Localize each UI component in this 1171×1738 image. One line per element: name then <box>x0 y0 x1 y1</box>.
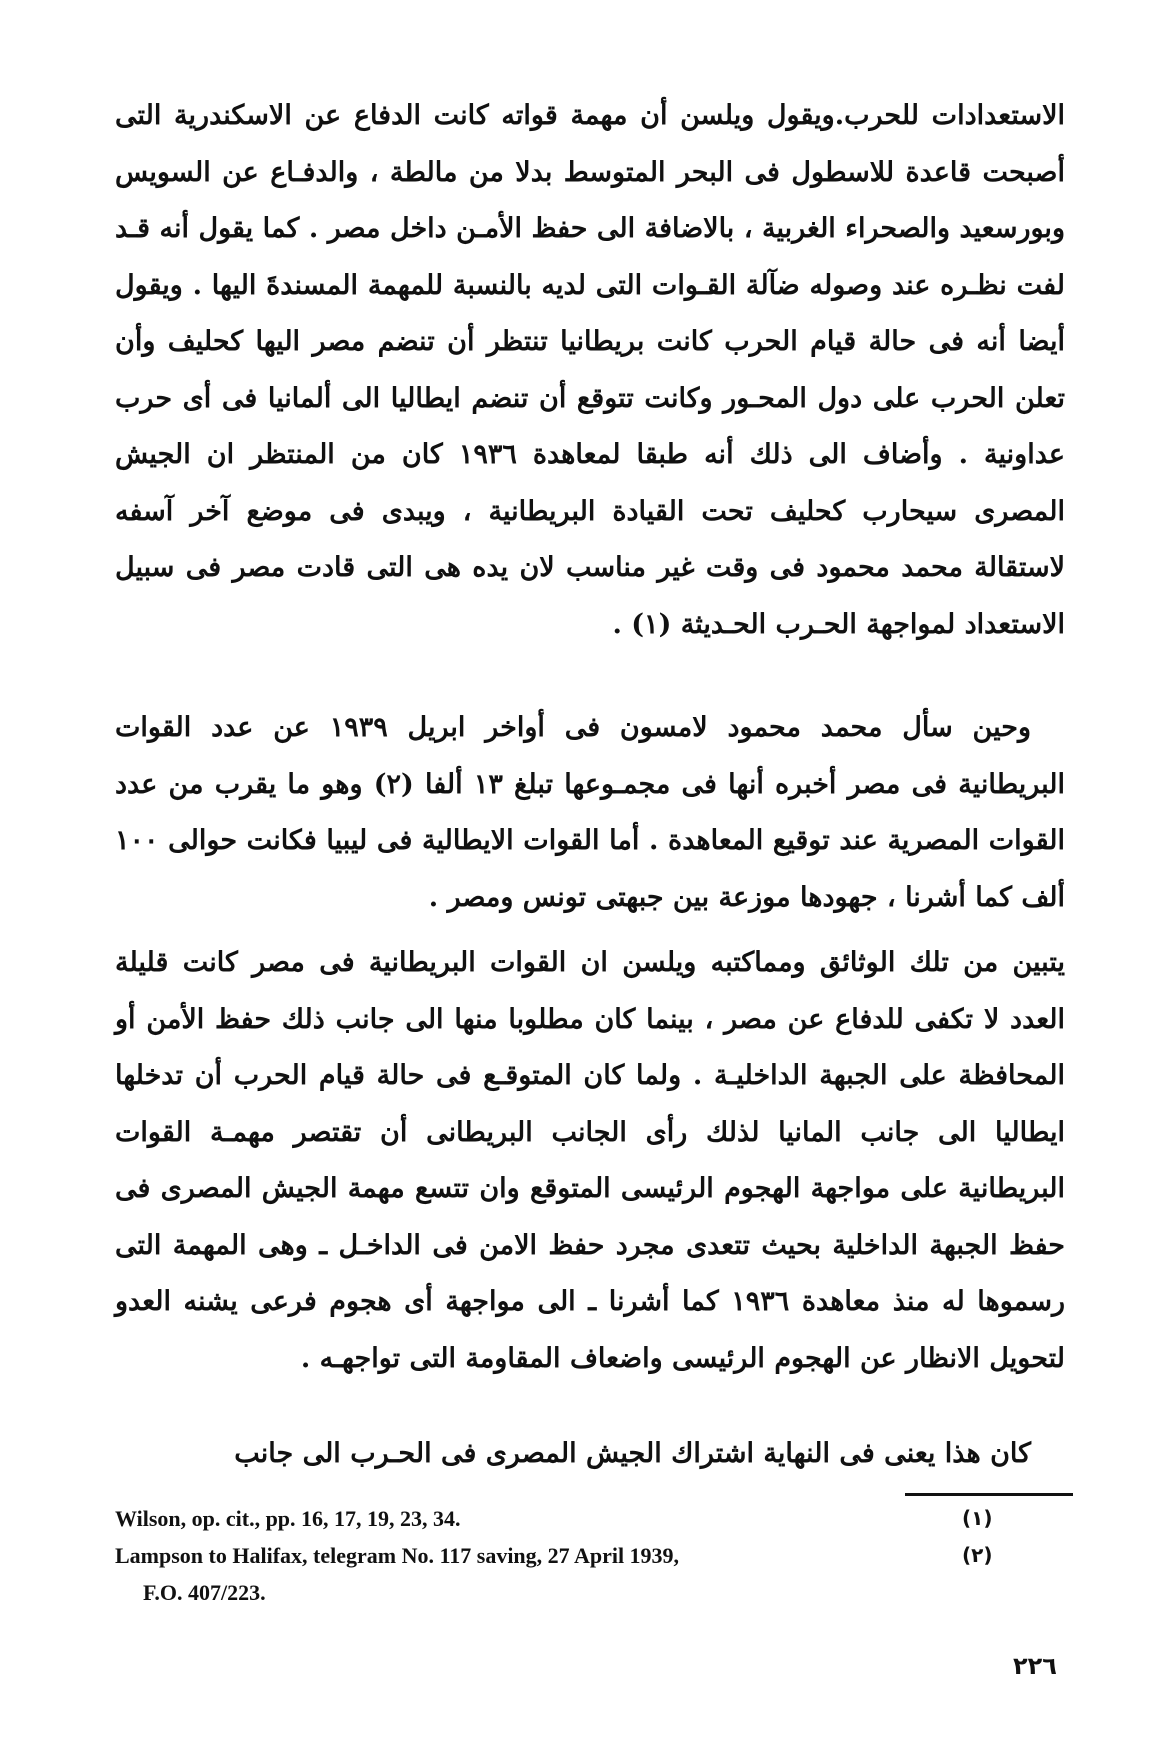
footnotes <box>115 1500 1010 1611</box>
paragraph-text: كان هذا يعنى فى النهاية اشتراك الجيش المصرى فى الحـرب الى جانب <box>234 1438 1031 1469</box>
footnote-divider <box>905 1493 1073 1496</box>
page-number: ٢٢٦ <box>1013 1652 1057 1680</box>
footnote-marker: (٢) <box>962 1543 993 1567</box>
footnote-marker: (١) <box>962 1506 993 1530</box>
paragraph-text: الاستعدادات للحرب.ويقول ويلسن أن مهمة قواته كانت الدفاع عن الاسكندرية التى أصبحت قاعدة للاسطول فى البحر المتوسط بدلا من مالطة ، والدفـاع عن السويس وبورسعيد والصحراء الغربية ، بالاضافة الى حفظ الأمـن داخل مصر . كما يقول أنه قـد لفت نظـره عند وصوله ضآلة القـوات التى لديه بالنسبة للمهمة المسندةَ اليها . ويقول أيضا أنه فى حالة قيام الحرب كانت بريطانيا تنتظر أن تنضم مصر اليها كحليف وأن تعلن الحرب على دول المحـور وكانت تتوقع أن تنضم ايطاليا الى ألمانيا فى أى حرب عداونية . وأضاف الى ذلك أنه طبقا لمعاهدة ١٩٣٦ كان من المنتظر ان الجيش المصرى سيحارب كحليف تحت القيادة البريطانية ، ويبدى فى موضع آخر آسفه لاستقالة محمد محمود فى وقت غير مناسب لان يده هى التى قادت مصر فى سبيل الاستعداد لمواجهة الحـرب الحـديثة (١) . <box>115 100 1065 640</box>
footnote-1 <box>115 1500 1010 1537</box>
footnote-2 <box>115 1537 1010 1574</box>
paragraph-2 <box>115 700 1065 926</box>
footnote-text: Lampson to Halifax, telegram No. 117 saving, 27 April 1939, <box>115 1543 680 1568</box>
paragraph-3 <box>115 935 1065 1387</box>
paragraph-text: وحين سأل محمد محمود لامسون فى أواخر ابريل ١٩٣٩ عن عدد القوات البريطانية فى مصر أخبره أنها فى مجمـوعها تبلغ ١٣ ألفا (٢) وهو ما يقرب من عدد القوات المصرية عند توقيع المعاهدة . أما القوات الايطالية فى ليبيا فكانت حوالى ١٠٠ ألف كما أشرنا ، جهودها موزعة بين جبهتى تونس ومصر . <box>115 712 1066 913</box>
footnote-text: Wilson, op. cit., pp. 16, 17, 19, 23, 34. <box>115 1506 461 1531</box>
paragraph-1 <box>115 88 1065 653</box>
paragraph-4 <box>115 1426 1065 1483</box>
paragraph-text: يتبين من تلك الوثائق ومماكتبه ويلسن ان القوات البريطانية فى مصر كانت قليلة العدد لا تكفى للدفاع عن مصر ، بينما كان مطلوبا منها الى جانب ذلك حفظ الأمن أو المحافظة على الجبهة الداخليـة . ولما كان المتوقـع فى حالة قيام الحرب أن تدخلها ايطاليا الى جانب المانيا لذلك رأى الجانب البريطانى أن تقتصر مهمـة القوات البريطانية على مواجهة الهجوم الرئيسى المتوقع وان تتسع مهمة الجيش المصرى فى حفظ الجبهة الداخلية بحيث تتعدى مجرد حفظ الامن فى الداخـل ـ وهى المهمة التى رسموها له منذ معاهدة ١٩٣٦ كما أشرنا ـ الى مواجهة أى هجوم فرعى يشنه العدو لتحويل الانظار عن الهجوم الرئيسى واضعاف المقاومة التى تواجهـه . <box>115 947 1065 1374</box>
footnote-2-continuation <box>115 1574 1010 1611</box>
footnote-text: F.O. 407/223. <box>143 1580 266 1605</box>
